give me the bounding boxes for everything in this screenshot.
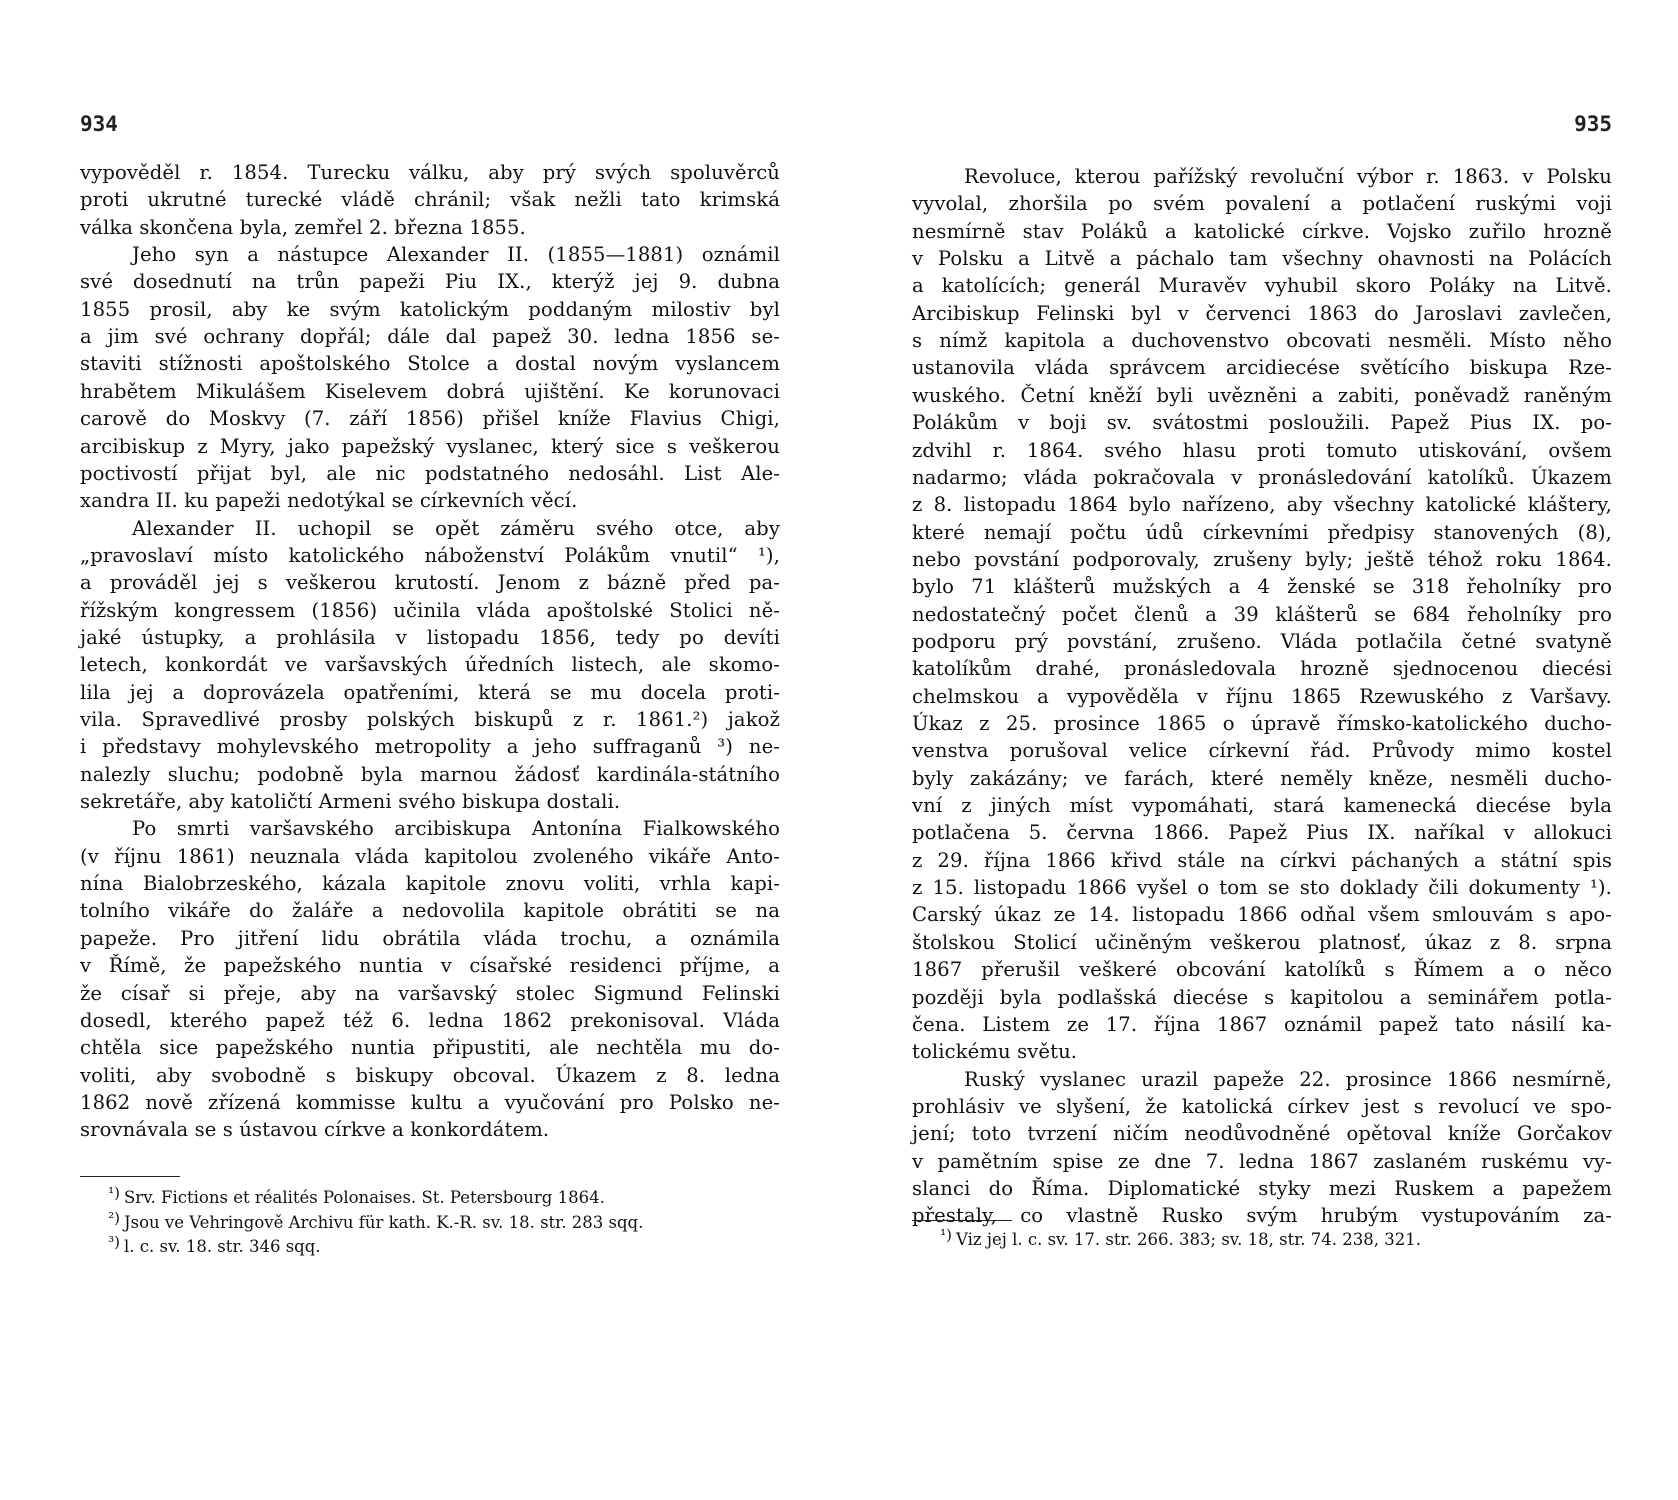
- text-line: letech, konkordát ve varšavských úředních listech, ale skomo-: [80, 653, 780, 677]
- text-line: slanci do Říma. Diplomatické styky mezi Ruskem a papežem: [912, 1176, 1612, 1200]
- text-line: dosedl, kterého papež též 6. ledna 1862 prekonisoval. Vláda: [80, 1008, 780, 1032]
- text-line: ustanovila vláda správcem arcidiecése světícího biskupa Rze-: [912, 356, 1612, 380]
- text-line: své dosednutí na trůn papeži Piu IX., kterýž jej 9. dubna: [80, 270, 780, 294]
- text-line: nalezly sluchu; podobně byla marnou žádosť kardinála-státního: [80, 762, 780, 786]
- text-line: Carský úkaz ze 14. listopadu 1866 odňal všem smlouvám s apo-: [912, 903, 1612, 927]
- text-line: sekretáře, aby katoličtí Armeni svého biskupa dostali.: [80, 790, 621, 814]
- footnote-marker: ¹): [108, 1184, 120, 1202]
- text-line: 1855 prosil, aby ke svým katolickým poddaným milostiv byl: [80, 297, 780, 321]
- text-line: v pamětním spise ze dne 7. ledna 1867 zaslaném ruskému vy-: [912, 1149, 1612, 1173]
- text-line: podporu prý povstání, zrušeno. Vláda potlačila četné svatyně: [912, 629, 1612, 653]
- text-line: tolního vikáře do žaláře a nedovolila kapitole obrátiti se na: [80, 899, 780, 923]
- text-line: proti ukrutné turecké vládě chránil; však nežli tato krimská: [80, 188, 780, 212]
- text-line: vní z jiných míst vypomáhati, stará kamenecká diecése byla: [912, 794, 1612, 818]
- footnote-text: Viz jej l. c. sv. 17. str. 266. 383; sv. 18, str. 74. 238, 321.: [956, 1230, 1422, 1249]
- text-line: srovnávala se s ústavou církve a konkordátem.: [80, 1118, 550, 1142]
- text-line: wuského. Četní kněží byli uvězněni a zabiti, poněvadž raněným: [912, 383, 1612, 407]
- footnote-marker: ¹): [940, 1226, 952, 1244]
- footnote-divider: [80, 1176, 180, 1177]
- text-line: válka skončena byla, zemřel 2. března 1855.: [80, 215, 526, 239]
- text-line: v Římě, že papežského nuntia v císařské residenci příjme, a: [80, 954, 780, 978]
- text-line: a jim své ochrany dopřál; dále dal papež 30. ledna 1856 se-: [80, 325, 780, 349]
- footnote-marker: ²): [108, 1208, 120, 1227]
- footnote-divider: [912, 1220, 1012, 1221]
- text-line: přestaly, co vlastně Rusko svým hrubým vystupováním za-: [912, 1204, 1612, 1228]
- text-line: prohlásiv ve slyšení, že katolická církev jest s revolucí ve spo-: [912, 1094, 1612, 1118]
- text-line: v Polsku a Litvě a páchalo tam všechny ohavnosti na Polácích: [912, 247, 1612, 271]
- text-line: lila jej a doprovázela opatřeními, která se mu docela proti-: [80, 680, 780, 704]
- text-line: že císař si přeje, aby na varšavský stolec Sigmund Felinski: [80, 981, 780, 1005]
- text-line: staviti stížnosti apoštolského Stolce a dostal novým vyslancem: [80, 352, 780, 376]
- text-line: chtěla sice papežského nuntia připustiti, ale nechtěla mu do-: [80, 1036, 780, 1060]
- text-line: carově do Moskvy (7. září 1856) přišel kníže Flavius Chigi,: [80, 407, 780, 431]
- text-line: tolickému světu.: [912, 1040, 1078, 1064]
- text-line: z 29. října 1866 křivd stále na církvi páchaných a státní spis: [912, 848, 1612, 872]
- text-line: jení; toto tvrzení ničím neodůvodněné opětoval kníže Gorčakov: [912, 1122, 1612, 1146]
- text-line: i představy mohylevského metropolity a jeho suffraganů ³) ne-: [80, 735, 780, 759]
- text-line: štolskou Stolicí učiněným veškerou platnosť, úkaz z 8. srpna: [912, 930, 1612, 954]
- text-line: katolíkům drahé, pronásledovala hrozně sjednocenou diecési: [912, 657, 1612, 681]
- text-line: Arcibiskup Felinski byl v červenci 1863 do Jaroslavi zavlečen,: [912, 301, 1612, 325]
- text-line: chelmskou a vypověděla v říjnu 1865 Rzewuského z Varšavy.: [912, 684, 1612, 708]
- text-line: které nemají počtu údů církevními předpisy stanovených (8),: [912, 520, 1612, 544]
- text-line: vypověděl r. 1854. Turecku válku, aby prý svých spoluvěrců: [80, 161, 780, 184]
- text-line: a prováděl jej s veškerou krutostí. Jenom z bázně před pa-: [80, 571, 780, 595]
- text-line: Po smrti varšavského arcibiskupa Antonína Fialkowského: [132, 817, 780, 841]
- text-line: s nímž kapitola a duchovenstvo obcovati nesměli. Místo něho: [912, 329, 1612, 353]
- text-line: 1862 nově zřízená kommisse kultu a vyučování pro Polsko ne-: [80, 1090, 780, 1114]
- text-line: později byla podlašská diecése s kapitolou a seminářem potla-: [912, 985, 1612, 1009]
- text-line: Ruský vyslanec urazil papeže 22. prosince 1866 nesmírně,: [964, 1067, 1612, 1091]
- text-line: nesmírně stav Poláků a katolické církve. Vojsko zuřilo hrozně: [912, 219, 1612, 243]
- text-line: řížským kongressem (1856) učinila vláda apoštolské Stolici ně-: [80, 598, 780, 622]
- text-line: Alexander II. uchopil se opět záměru svého otce, aby: [132, 516, 780, 540]
- text-line: Revoluce, kterou pařížský revoluční výbor r. 1863. v Polsku: [964, 165, 1612, 188]
- text-line: z 15. listopadu 1866 vyšel o tom se sto doklady čili dokumenty ¹).: [912, 876, 1612, 900]
- text-line: nebo povstání podporovaly, zrušeny byly; ještě téhož roku 1864.: [912, 547, 1612, 571]
- text-line: jaké ústupky, a prohlásila v listopadu 1856, tedy po devíti: [80, 625, 780, 649]
- text-line: z 8. listopadu 1864 bylo nařízeno, aby všechny katolické kláštery,: [912, 493, 1612, 517]
- text-line: „pravoslaví místo katolického náboženství Polákům vnutil“ ¹),: [80, 543, 780, 567]
- text-line: arcibiskup z Myry, jako papežský vyslanec, který sice s veškerou: [80, 434, 780, 458]
- footnote-text: Jsou ve Vehringově Archivu für kath. K.-R. sv. 18. str. 283 sqq.: [124, 1212, 644, 1232]
- page-number: 935: [1574, 112, 1612, 136]
- text-line: venstva porušoval velice církevní řád. Průvody mimo kostel: [912, 739, 1612, 763]
- text-line: hrabětem Mikulášem Kiselevem dobrá ujištění. Ke korunovaci: [80, 379, 780, 403]
- text-line: (v říjnu 1861) neuznala vláda kapitolou zvoleného vikáře Anto-: [80, 844, 780, 868]
- text-line: vila. Spravedlivé prosby polských biskupů z r. 1861.²) jakož: [80, 708, 780, 731]
- text-line: Jeho syn a nástupce Alexander II. (1855—1881) oznámil: [132, 243, 780, 267]
- text-line: Polákům v boji sv. svátostmi posloužili. Papež Pius IX. po-: [912, 411, 1612, 435]
- text-line: voliti, aby svobodně s biskupy obcoval. Úkazem z 8. ledna: [80, 1063, 780, 1087]
- text-line: xandra II. ku papeži nedotýkal se církevních věcí.: [80, 489, 578, 513]
- text-line: byly zakázány; ve farách, které neměly kněze, nesměli ducho-: [912, 766, 1612, 790]
- text-line: poctivostí přijat byl, ale nic podstatného nedosáhl. List Ale-: [80, 461, 780, 485]
- text-line: a katolících; generál Muravěv vyhubil skoro Poláky na Litvě.: [912, 274, 1612, 298]
- text-line: čena. Listem ze 17. října 1867 oznámil papež tato násilí ka-: [912, 1012, 1612, 1036]
- text-line: 1867 přerušil veškeré obcování katolíků s Římem a o něco: [912, 958, 1612, 982]
- text-line: nína Bialobrzeského, kázala kapitole znovu voliti, vrhla kapi-: [80, 872, 780, 896]
- text-line: zdvihl r. 1864. svého hlasu proti tomuto utiskování, ovšem: [912, 438, 1612, 462]
- footnote-text: Srv. Fictions et réalités Polonaises. St. Petersbourg 1864.: [124, 1188, 605, 1207]
- text-line: bylo 71 klášterů mužských a 4 ženské se 318 řeholníky pro: [912, 575, 1612, 599]
- footnote-text: l. c. sv. 18. str. 346 sqq.: [124, 1237, 321, 1256]
- page-number: 934: [80, 112, 118, 136]
- text-line: papeže. Pro jitření lidu obrátila vláda trochu, a oznámila: [80, 926, 780, 950]
- text-line: potlačena 5. června 1866. Papež Pius IX. naříkal v allokuci: [912, 821, 1612, 845]
- footnote-marker: ³): [108, 1233, 120, 1251]
- text-line: vyvolal, zhoršila po svém povalení a potlačení ruskými voji: [912, 192, 1612, 216]
- text-line: Úkaz z 25. prosince 1865 o úpravě římsko-katolického ducho-: [912, 712, 1612, 735]
- text-line: nedostatečný počet členů a 39 klášterů se 684 řeholníky pro: [912, 602, 1612, 626]
- text-line: nadarmo; vláda pokračovala v pronásledování katolíků. Úkazem: [912, 465, 1612, 489]
